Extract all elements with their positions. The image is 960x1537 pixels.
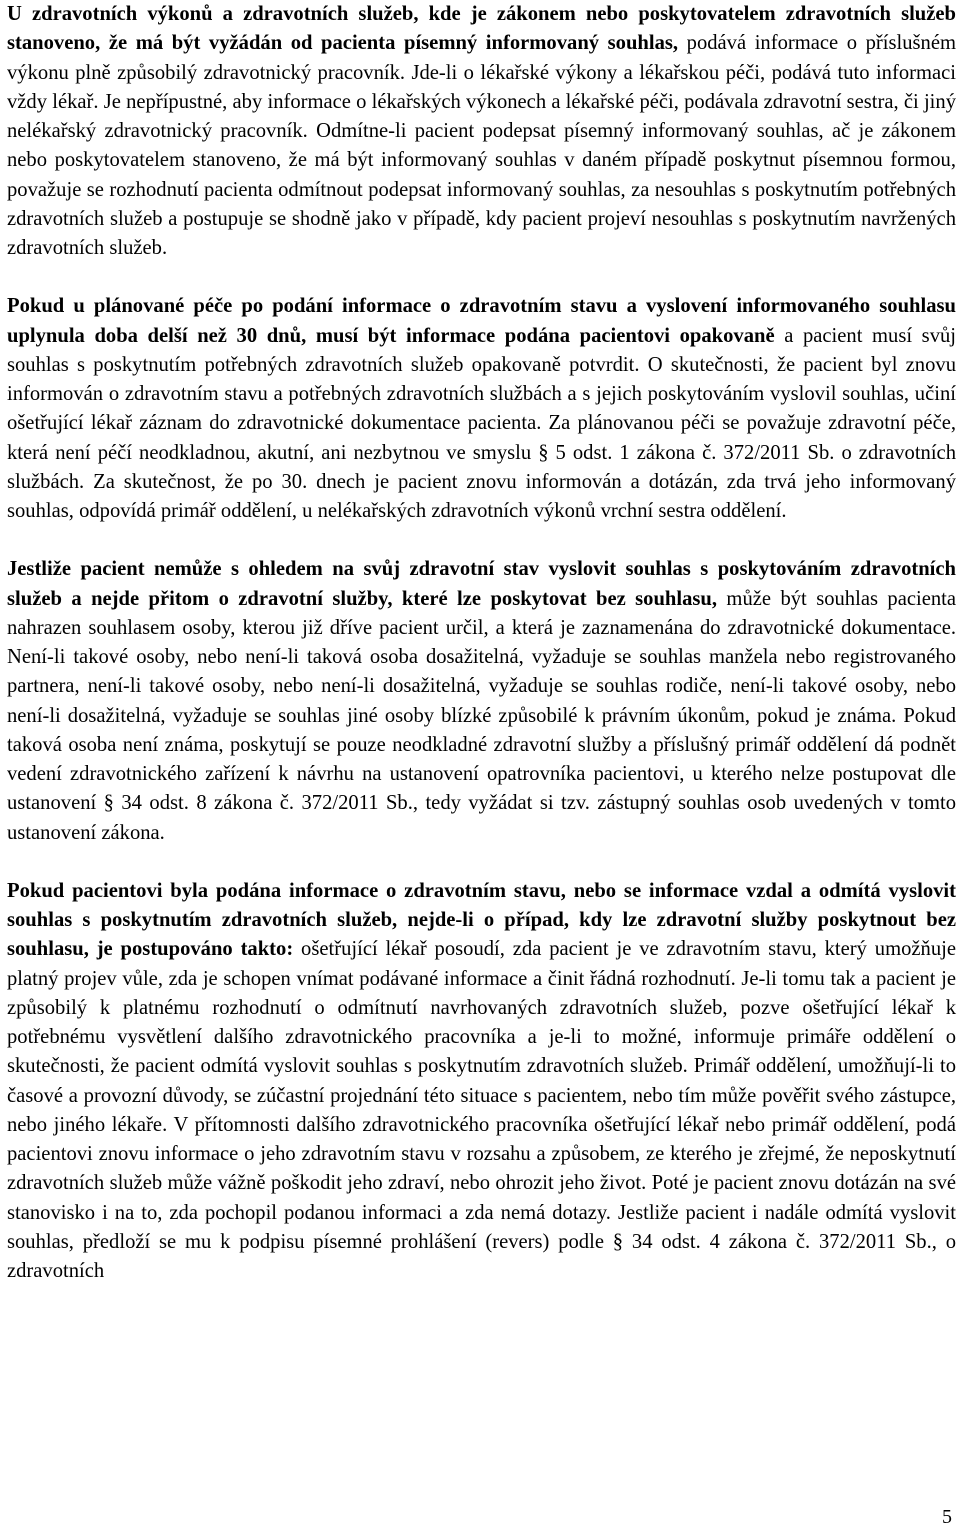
paragraph-informed-consent-written	[7, 0, 956, 263]
paragraph-body: může být souhlas pacienta nahrazen souhlasem osoby, kterou již dříve pacient určil, a která je zaznamenána do zdravotnické dokumentace. Není-li takové osoby, nebo není-li taková osoba dosažitelná, vyžaduje se souhlas manžela nebo registrovaného partnera, není-li takové osoby, nebo není-li dosažitelná, vyžaduje se souhlas rodiče, není-li takové osoby, nebo není-li dosažitelná, vyžaduje se souhlas jiné osoby blízké způsobilé k právním úkonům, pokud je známa. Pokud taková osoba není známa, poskytují se pouze neodkladné zdravotní služby a příslušný primář oddělení dá podnět vedení zdravotnického zařízení k návrhu na ustanovení opatrovníka pacientovi, u kterého nelze postupovat dle ustanovení § 34 odst. 8 zákona č. 372/2011 Sb., tedy vyžádat si tzv. zástupný souhlas osob uvedených v tomto ustanovení zákona.	[7, 587, 956, 844]
paragraph-body: ošetřující lékař posoudí, zda pacient je ve zdravotním stavu, který umožňuje platný projev vůle, zda je schopen vnímat podávané informace a činit řádná rozhodnutí. Je-li tomu tak a pacient je způsobilý k platnému rozhodnutí o odmítnutí navrhovaných zdravotních služeb, pozve ošetřující lékař k potřebnému vysvětlení dalšího zdravotnického pracovníka a je-li to možné, informuje primáře oddělení o skutečnosti, že pacient odmítá vyslovit souhlas s poskytnutím zdravotních služeb. Primář oddělení, umožňují-li to časové a provozní důvody, se zúčastní projednání této situace s pacientem, nebo tím může pověřit svého zástupce, nebo jiného lékaře. V přítomnosti dalšího zdravotnického pracovníka ošetřující lékař nebo primář oddělení, podá pacientovi znovu informace o jeho zdravotním stavu v rozsahu a způsobem, ze kterého je zřejmé, že neposkytnutí zdravotních služeb může vážně poškodit jeho zdraví, nebo ohrozit jeho život. Poté je pacient znovu dotázán na své stanovisko i na to, zda pochopil podanou informaci a zda nemá dotazy. Jestliže pacient i nadále odmítá vyslovit souhlas, předloží se mu k podpisu písemné prohlášení (revers) podle § 34 odst. 4 zákona č. 372/2011 Sb., o zdravotních	[7, 938, 956, 1282]
paragraph-refusal-procedure	[7, 877, 956, 1287]
paragraph-lead-bold: Pokud u plánované péče po podání informace o zdravotním stavu a vyslovení informovaného souhlasu uplynula doba delší než 30 dnů, musí být informace podána pacientovi opakovaně	[7, 295, 956, 347]
paragraph-body: podává informace o příslušném výkonu plně způsobilý zdravotnický pracovník. Jde-li o lékařské výkony a lékařskou péči, podává tuto informaci vždy lékař. Je nepřípustné, aby informace o lékařských výkonech a lékařské péči, podávala zdravotní sestra, či jiný nelékařský zdravotnický pracovník. Odmítne-li pacient podepsat písemný informovaný souhlas, ač je zákonem nebo poskytovatelem stanoveno, že má být informovaný souhlas v daném případě poskytnut písemnou formou, považuje se rozhodnutí pacienta odmítnout podepsat informovaný souhlas, za nesouhlas s poskytnutím potřebných zdravotních služeb a postupuje se shodně jako v případě, kdy pacient projeví nesouhlas s poskytnutím navržených zdravotních služeb.	[7, 32, 956, 259]
paragraph-lead-bold: Pokud pacientovi byla podána informace o zdravotním stavu, nebo se informace vzdal a odmítá vyslovit souhlas s poskytnutím zdravotních služeb, nejde-li o případ, kdy lze zdravotní služby poskytnout bez souhlasu, je postupováno takto:	[7, 879, 956, 961]
paragraph-lead-bold: Jestliže pacient nemůže s ohledem na svůj zdravotní stav vyslovit souhlas s poskytováním zdravotních služeb a nejde přitom o zdravotní služby, které lze poskytovat bez souhlasu,	[7, 558, 956, 610]
document-page	[7, 0, 956, 1286]
paragraph-substitute-consent	[7, 555, 956, 848]
paragraph-planned-care-30-days	[7, 292, 956, 526]
paragraph-lead-bold: U zdravotních výkonů a zdravotních služeb, kde je zákonem nebo poskytovatelem zdravotních služeb stanoveno, že má být vyžádán od pacienta písemný informovaný souhlas,	[7, 3, 956, 55]
paragraph-body: a pacient musí svůj souhlas s poskytnutím potřebných zdravotních služeb opakovaně potvrdit. O skutečnosti, že pacient byl znovu informován o zdravotním stavu a potřebných zdravotních službách a s jejich poskytováním vyslovil souhlas, učiní ošetřující lékař záznam do zdravotnické dokumentace pacienta. Za plánovanou péči se považuje zdravotní péče, která není péčí neodkladnou, akutní, ani nezbytnou ve smyslu § 5 odst. 1 zákona č. 372/2011 Sb. o zdravotních službách. Za skutečnost, že po 30. dnech je pacient znovu informován a dotázán, zda trvá jeho informovaný souhlas, odpovídá primář oddělení, u nelékařských zdravotních výkonů vrchní sestra oddělení.	[7, 324, 957, 522]
page-number: 5	[942, 1506, 952, 1528]
